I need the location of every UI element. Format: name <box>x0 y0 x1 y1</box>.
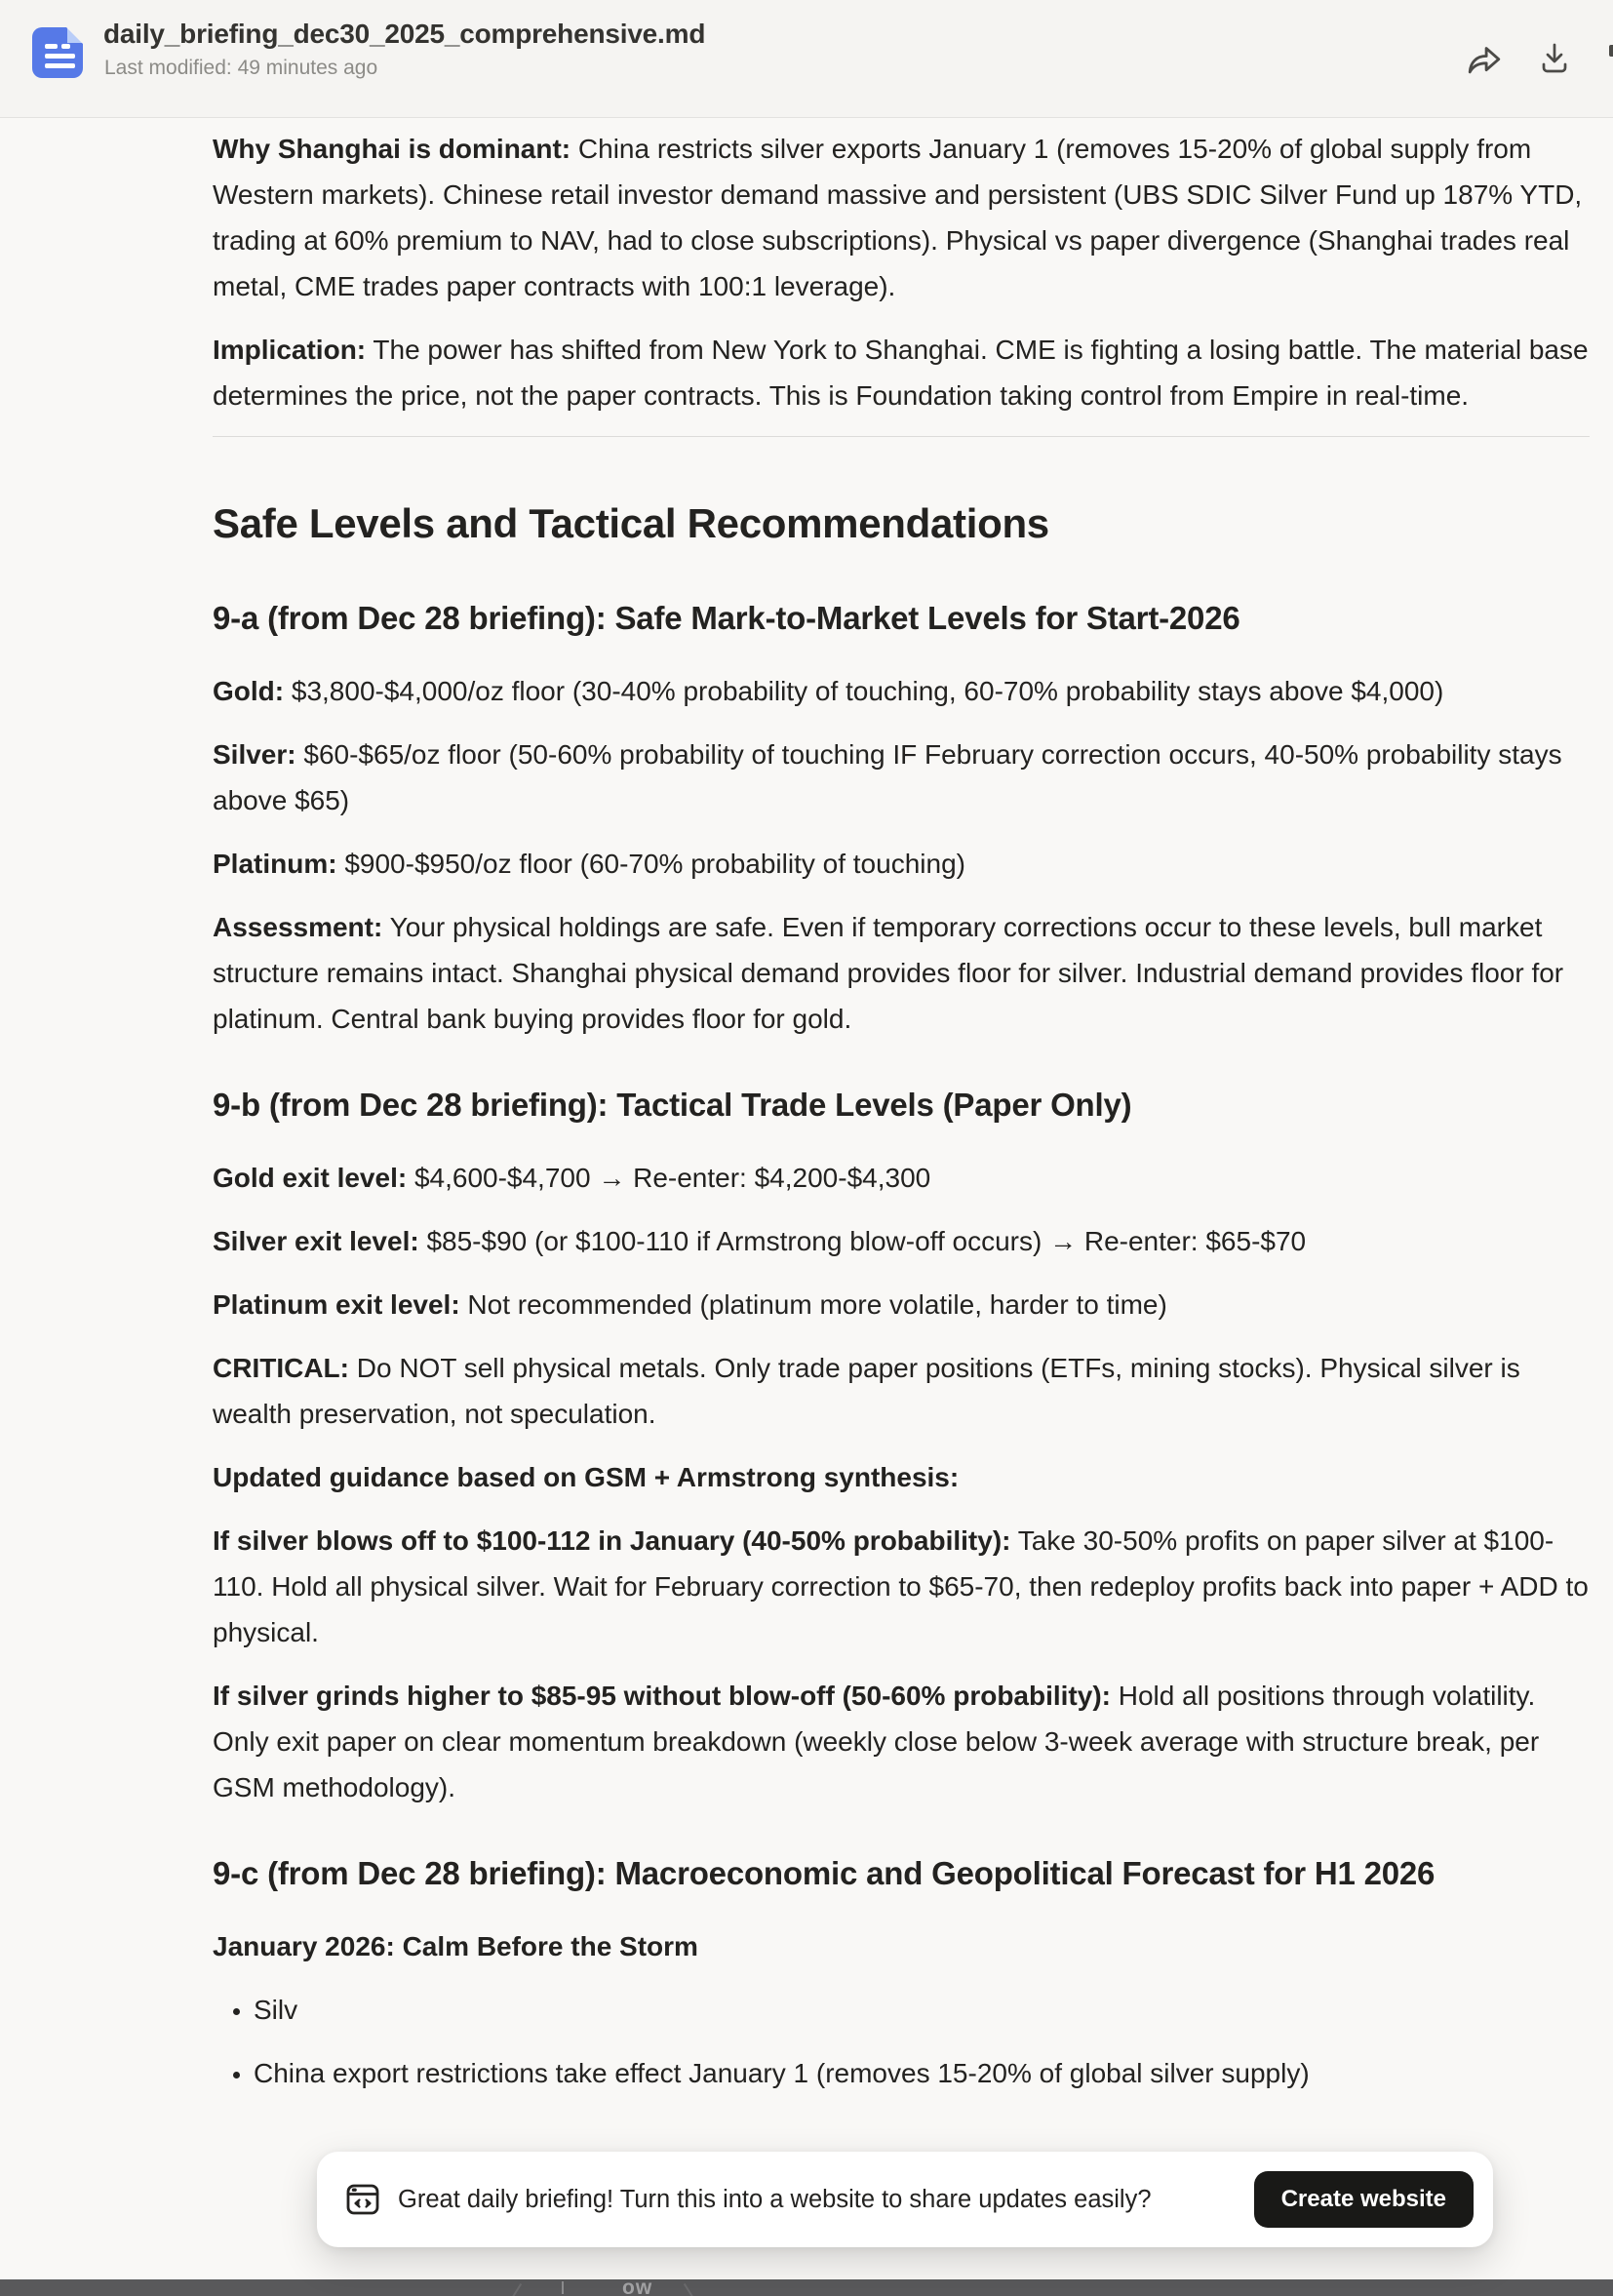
paragraph-text: $3,800-$4,000/oz floor (30-40% probability of touching, 60-70% probability stays above $4,000) <box>284 676 1444 706</box>
file-title: daily_briefing_dec30_2025_comprehensive.md <box>103 19 706 49</box>
doc-icon-line <box>45 63 75 68</box>
paragraph-implication <box>213 327 1590 418</box>
paragraph-lead: If silver blows off to $100-112 in January (40-50% probability): <box>213 1525 1011 1556</box>
paragraph-lead: Gold exit level: <box>213 1163 408 1193</box>
paragraph-lead: Platinum exit level: <box>213 1289 460 1320</box>
paragraph-text: China restricts silver exports January 1 (removes 15-20% of global supply from Western markets). Chinese retail investor demand massive and persistent (UBS SDIC Silver Fund up 187% YTD, trading at 60% premium to NAV, had to close subscriptions). Physical vs paper divergence (Shanghai trades real metal, CME trades paper contracts with 100:1 leverage). <box>213 134 1583 301</box>
bottom-bar <box>0 2279 1613 2296</box>
bottom-bar-mark <box>510 2283 522 2296</box>
paragraph-lead: Silver: <box>213 739 296 770</box>
bottom-bar-mark <box>684 2283 695 2296</box>
paragraph-lead: CRITICAL: <box>213 1353 349 1383</box>
file-header <box>0 0 1613 118</box>
paragraph-lead: Silver exit level: <box>213 1226 419 1256</box>
paragraph-platinum-exit <box>213 1282 1590 1327</box>
bottom-bar-text-fragment: ow <box>622 2279 653 2296</box>
toast-message: Great daily briefing! Turn this into a website to share updates easily? <box>398 2185 1152 2213</box>
list-item <box>254 1987 1590 2033</box>
list-item-text: Silv <box>254 1995 298 2025</box>
website-code-icon <box>344 2181 381 2218</box>
heading-9a: 9-a (from Dec 28 briefing): Safe Mark-to-Market Levels for Start-2026 <box>213 600 1240 636</box>
download-icon <box>1537 38 1572 75</box>
paragraph-lead: Implication: <box>213 335 367 365</box>
document-content <box>0 118 1613 2279</box>
google-docs-icon <box>32 27 83 78</box>
paragraph-assessment <box>213 904 1590 1042</box>
list-item-text: China export restrictions take effect January 1 (removes 15-20% of global silver supply) <box>254 2058 1310 2088</box>
paragraph-platinum <box>213 841 1590 887</box>
paragraph-lead: If silver grinds higher to $85-95 without blow-off (50-60% probability): <box>213 1681 1111 1711</box>
paragraph-text: The power has shifted from New York to Shanghai. CME is fighting a losing battle. The material base determines the price, not the paper contracts. This is Foundation taking control from Empire in real-time. <box>213 335 1589 411</box>
doc-icon-line <box>61 44 70 49</box>
paragraph-january-2026 <box>213 1923 1590 1969</box>
paragraph-gold-exit <box>213 1155 1590 1201</box>
bottom-bar-mark <box>562 2281 564 2294</box>
paragraph-text: $85-$90 (or $100-110 if Armstrong blow-off occurs) → Re-enter: $65-$70 <box>418 1226 1307 1256</box>
paragraph-lead: Platinum: <box>213 849 337 879</box>
last-modified: Last modified: 49 minutes ago <box>104 57 378 79</box>
paragraph-lead: January 2026: Calm Before the Storm <box>213 1931 698 1961</box>
paragraph-grind-scenario <box>213 1673 1590 1810</box>
paragraph-blow-off-scenario <box>213 1518 1590 1655</box>
share-icon <box>1466 38 1503 75</box>
paragraph-why-shanghai <box>213 126 1590 309</box>
download-button[interactable] <box>1535 35 1574 78</box>
bullet-list <box>213 1987 1590 2096</box>
doc-icon-line <box>45 54 75 59</box>
paragraph-lead: Why Shanghai is dominant: <box>213 134 571 164</box>
doc-icon-line <box>45 44 58 49</box>
paragraph-text: Your physical holdings are safe. Even if temporary corrections occur to these levels, bull market structure remains intact. Shanghai physical demand provides floor for silver. Industrial demand provides floor for platinum. Central bank buying provides floor for gold. <box>213 912 1564 1034</box>
paragraph-lead: Assessment: <box>213 912 383 942</box>
create-website-toast <box>317 2152 1493 2247</box>
horizontal-rule <box>213 436 1590 437</box>
paragraph-text: $60-$65/oz floor (50-60% probability of touching IF February correction occurs, 40-50% probability stays above $65) <box>213 739 1562 815</box>
paragraph-gold <box>213 668 1590 714</box>
cut-off-icon[interactable] <box>1609 45 1613 57</box>
paragraph-text: Hold all positions through volatility. Only exit paper on clear momentum breakdown (weekly close below 3-week average with structure break, per GSM methodology). <box>213 1681 1540 1802</box>
paragraph-lead: Gold: <box>213 676 285 706</box>
paragraph-text: Do NOT sell physical metals. Only trade paper positions (ETFs, mining stocks). Physical silver is wealth preservation, not speculation. <box>213 1353 1520 1429</box>
paragraph-text: $900-$950/oz floor (60-70% probability of touching) <box>336 849 965 879</box>
paragraph-updated-guidance <box>213 1454 1590 1500</box>
share-button[interactable] <box>1465 35 1504 78</box>
paragraph-silver <box>213 732 1590 823</box>
list-item <box>254 2050 1590 2096</box>
heading-9b: 9-b (from Dec 28 briefing): Tactical Trade Levels (Paper Only) <box>213 1087 1132 1123</box>
paragraph-text: Take 30-50% profits on paper silver at $100-110. Hold all physical silver. Wait for February correction to $65-70, then redeploy profits back into paper + ADD to physical. <box>213 1525 1589 1647</box>
heading-safe-levels: Safe Levels and Tactical Recommendations <box>213 500 1049 546</box>
paragraph-lead: Updated guidance based on GSM + Armstrong synthesis: <box>213 1462 960 1492</box>
paragraph-silver-exit <box>213 1218 1590 1264</box>
doc-icon-fold-cut <box>66 27 83 44</box>
paragraph-text: $4,600-$4,700 → Re-enter: $4,200-$4,300 <box>407 1163 931 1193</box>
paragraph-text: Not recommended (platinum more volatile, harder to time) <box>459 1289 1167 1320</box>
create-website-button[interactable]: Create website <box>1254 2171 1474 2228</box>
paragraph-critical <box>213 1345 1590 1437</box>
heading-9c: 9-c (from Dec 28 briefing): Macroeconomic and Geopolitical Forecast for H1 2026 <box>213 1855 1436 1891</box>
